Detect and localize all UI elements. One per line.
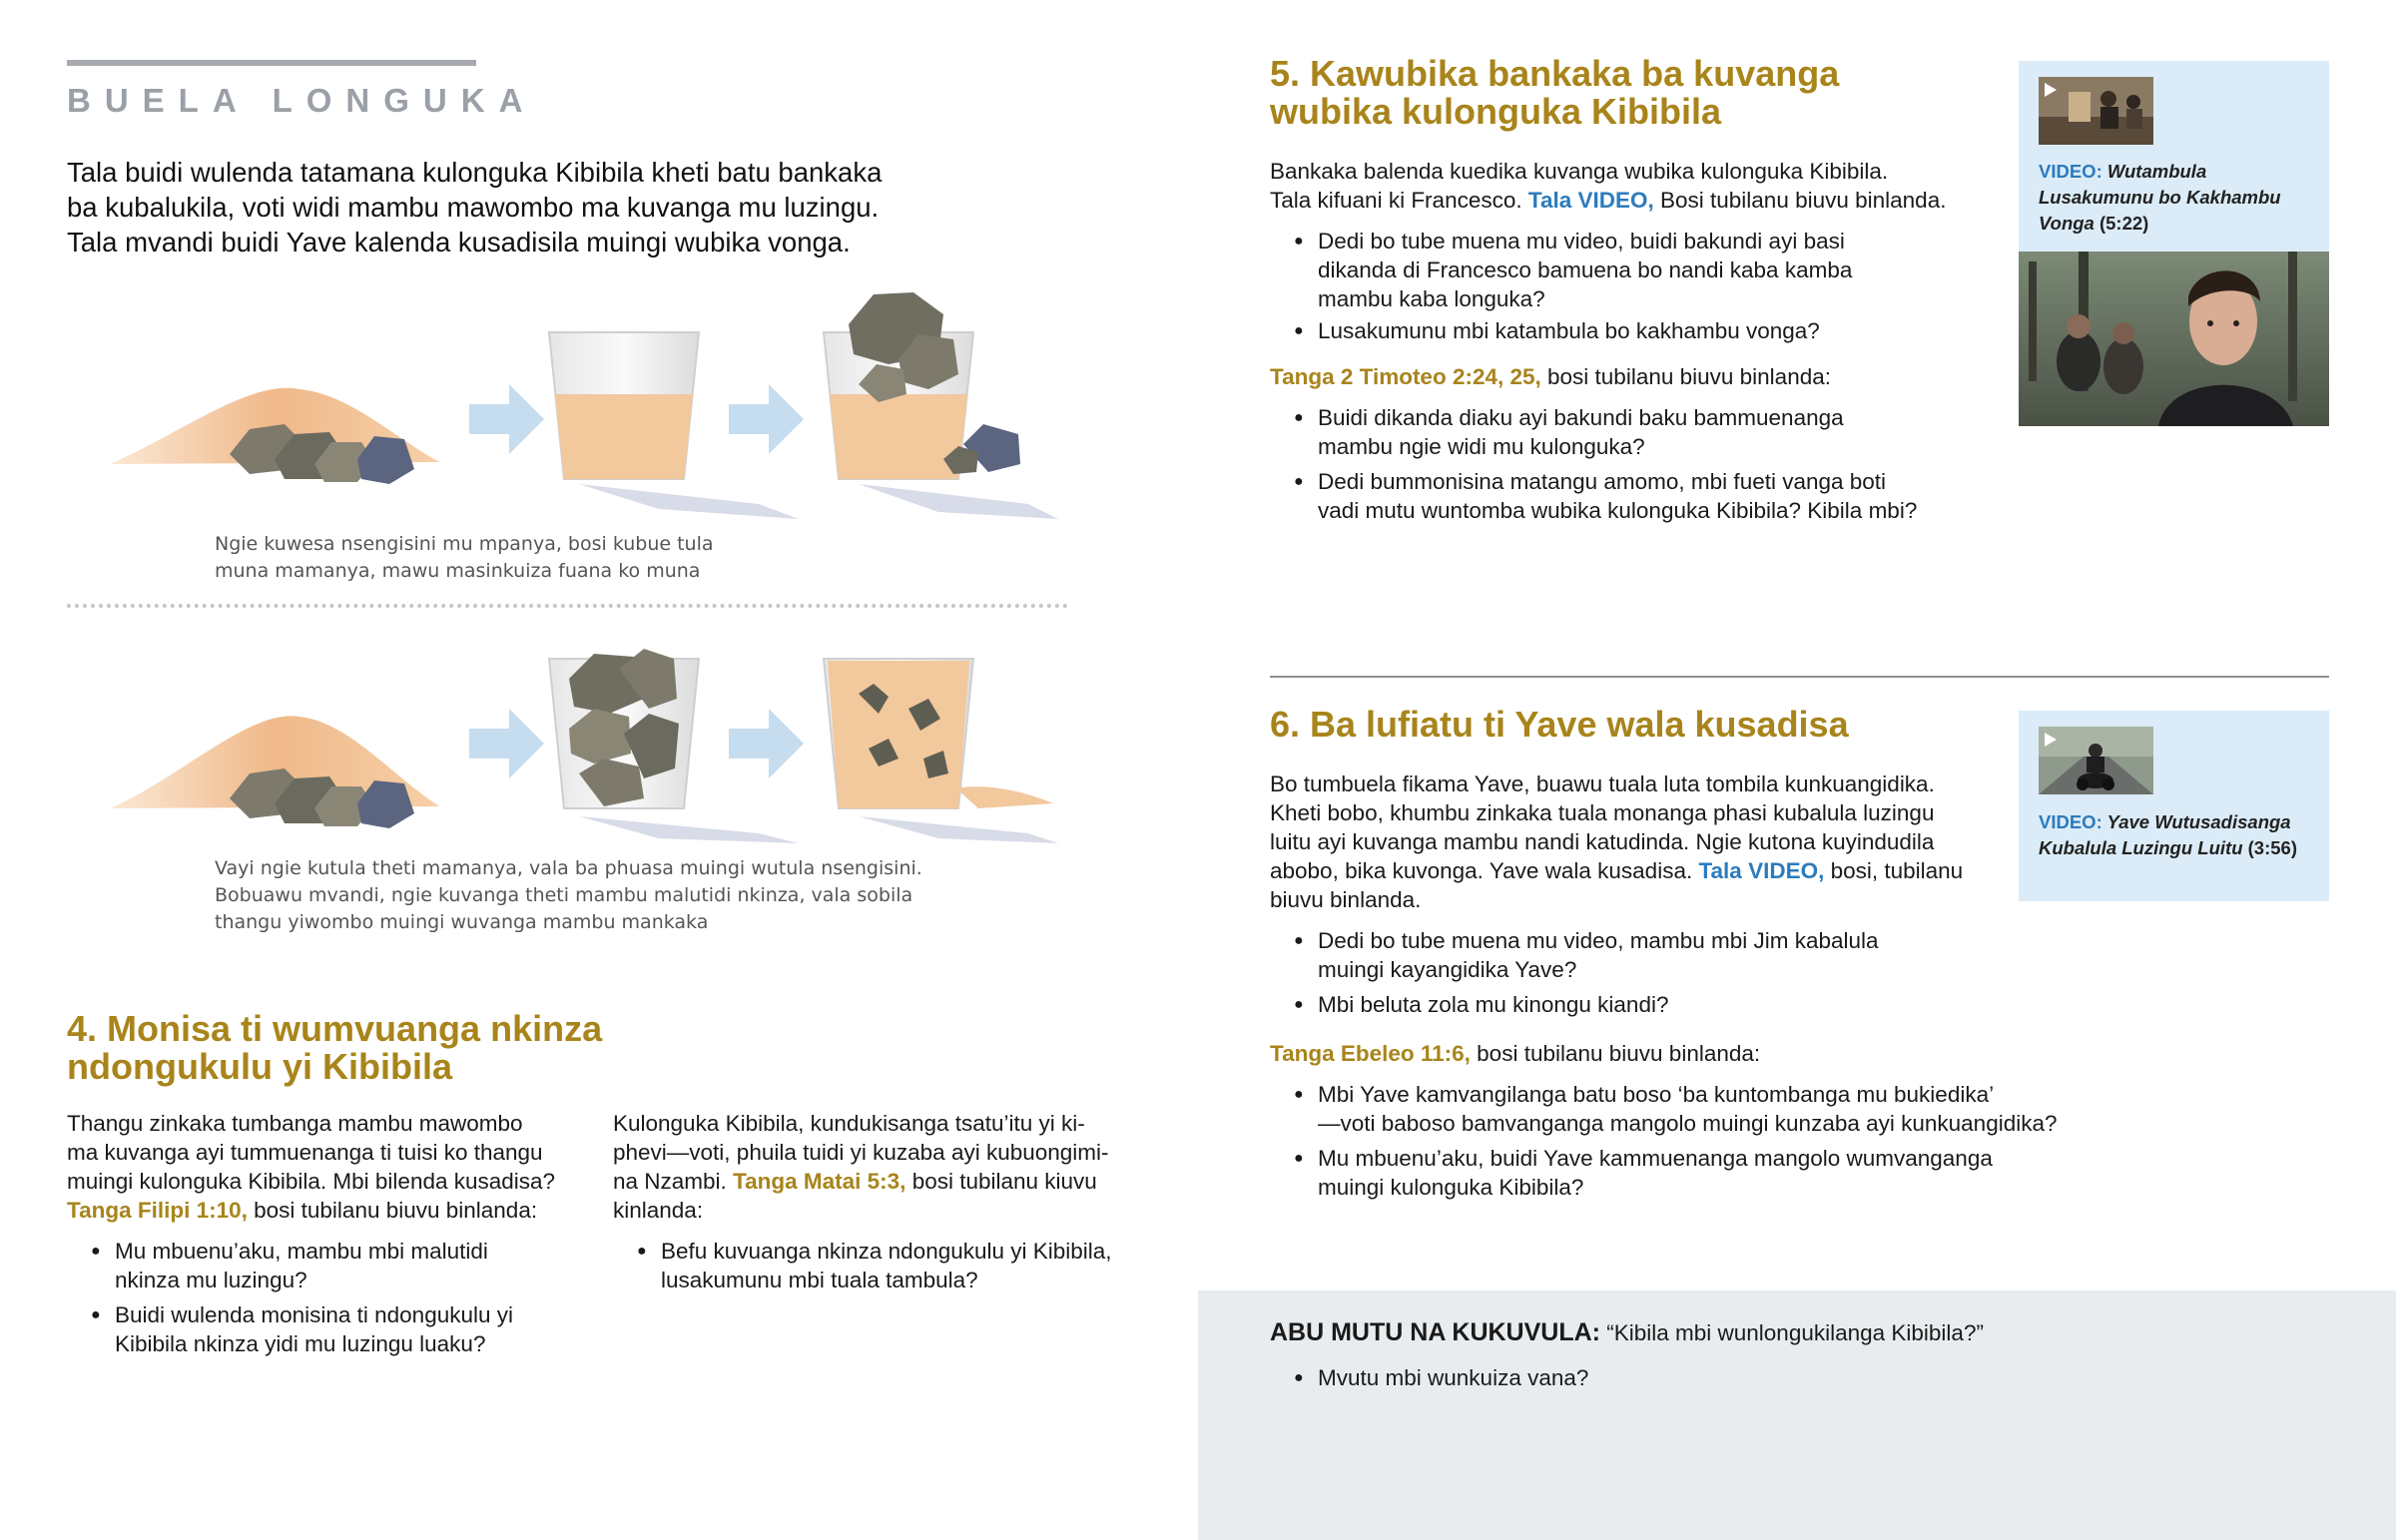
list-item: ● Mu mbuenu’aku, buidi Yave kammuenanga mangolo wumvanganga muingi kulonguka Kibibila? [1270, 1144, 2128, 1202]
section5-bullets-1 [1270, 227, 2009, 345]
section4-col2-bullets [613, 1237, 1132, 1294]
kicker-rule [67, 60, 476, 66]
illustration-rocks-first [100, 639, 1078, 848]
video-thumbnail-small[interactable] [2039, 77, 2153, 145]
section5-title: 5. Kawubika bankaka ba kuvanga wubika kulonguka Kibibila [1270, 53, 1840, 132]
list-item: ● Mvutu mbi wunkuiza vana? [1270, 1363, 1588, 1392]
list-item: ● Dedi bo tube muena mu video, buidi bakundi ayi basi dikanda di Francesco bamuena bo nandi kaba kamba mambu kaba longuka? [1270, 227, 2009, 313]
section4-title: 4. Monisa ti wumvuanga nkinza ndongukulu yi Kibibila [67, 1008, 603, 1087]
caption-first: Ngie kuwesa nsengisini mu mpanya, bosi kubue tula muna mamanya, mawu masinkuiza fuana ko muna [215, 533, 714, 582]
caption-second: Vayi ngie kutula theti mamanya, vala ba phuasa muingi wutula nsengisini. Bobuawu mvandi, ngie kuvanga theti mambu malutidi nkinza, vala sobila thangu yiwombo muingi wuvanga mambu mankaka [215, 857, 922, 933]
section6-bullets-2 [1270, 1080, 2128, 1202]
video-still-francesco [2019, 252, 2329, 426]
intro-paragraph: Tala buidi wulenda tatamana kulonguka Kibibila kheti batu bankaka ba kubalukila, voti widi mambu mawombo ma kuvanga mu luzingu. Tala mvandi buidi Yave kalenda kusadisila muingi wubika vonga. [67, 157, 883, 257]
video-title-francesco[interactable]: VIDEO: Wutambula Lusakumunu bo Kakhambu Vonga (5:22) [2039, 161, 2281, 234]
section4-col1: Thangu zinkaka tumbanga mambu mawombo ma kuvanga ayi tummuenanga ti tuisi ko thangu muingi kulonguka Kibibila. Mbi bilenda kusadisa? Tanga Filipi 1:10, bosi tubilanu biuvu binlanda: ● Mu mbuenu’aku, mambu mbi malutidi nkinza mu luzingu? ● Buidi wulenda monisina ti ndongukulu yi Kibibila nkinza yidi mu luzingu luaku? [67, 1109, 586, 1358]
scripture-ref-ebeleo[interactable]: Tanga Ebeleo 11:6, [1270, 1041, 1471, 1066]
list-item: ● Mbi Yave kamvangilanga batu boso ‘ba kuntombanga mu bukiedika’ —voti baboso bamvanganga mangolo muingi kunzaba ayi kunkuangidika? [1270, 1080, 2128, 1138]
list-item: ● Lusakumunu mbi katambula bo kakhambu vonga? [1270, 316, 2009, 345]
list-item: ● Dedi bo tube muena mu video, mambu mbi Jim kabalula muingi kayangidika Yave? [1270, 926, 2009, 984]
scripture-ref-matai[interactable]: Tanga Matai 5:3, [733, 1169, 906, 1194]
video-link-francesco[interactable]: Tala VIDEO, [1527, 188, 1654, 213]
question-heading: ABU MUTU NA KUKUVULA: [1270, 1318, 1600, 1346]
illustration-sand-first [100, 284, 1078, 524]
video-link-jim[interactable]: Tala VIDEO, [1698, 858, 1825, 883]
section6-body: Bo tumbuela fikama Yave, buawu tuala luta tombila kunkuangidika. Kheti bobo, khumbu zinkaka tuala monanga phasi kubalula luzingu luitu ayi kuvanga mambu nandi katudinda. Ngie kutona kuyindudila abobo, bika kuvonga. Yave wala kusadisa. Tala VIDEO, bosi, tubilanu biuvu binlanda. ● Dedi bo tube muena mu video, mambu mbi Jim kabalula muingi kayangidika Yave? ● Mbi beluta zola mu kinongu kiandi? Tanga Ebeleo 11:6, bosi tubilanu biuvu binlanda: ● Mbi Yave kamvangilanga batu boso ‘ba kuntombanga mu bukiedika’ —voti baboso bamvanganga mangolo muingi kunzaba ayi kunkuangidika? ● Mu mbuenu’aku, buidi Yave kammuenanga mangolo wumvanganga muingi kulonguka Kibibila? [1270, 770, 2009, 1202]
kicker-title: BUELA LONGUKA [67, 82, 537, 119]
list-item: ● Mbi beluta zola mu kinongu kiandi? [1270, 990, 2009, 1019]
question-box [1198, 1290, 2396, 1540]
video-box-francesco[interactable] [2019, 61, 2329, 426]
section6-bullets-1 [1270, 926, 2009, 1019]
list-item: ● Mu mbuenu’aku, mambu mbi malutidi nkinza mu luzingu? [67, 1237, 586, 1294]
video-box-jim[interactable] [2019, 711, 2329, 901]
section6-title: 6. Ba lufiatu ti Yave wala kusadisa [1270, 704, 1849, 745]
section4-col1-bullets [67, 1237, 586, 1358]
scripture-ref-filipi[interactable]: Tanga Filipi 1:10, [67, 1198, 248, 1223]
section5-bullets-2 [1270, 403, 2009, 525]
question-quote: “Kibila mbi wunlongukilanga Kibibila?” [1599, 1320, 1984, 1345]
video-thumbnail-small[interactable] [2039, 727, 2153, 794]
video-title-jim[interactable]: VIDEO: Yave Wutusadisanga Kubalula Luzingu Luitu (3:56) [2039, 811, 2297, 858]
list-item: ● Buidi wulenda monisina ti ndongukulu yi Kibibila nkinza yidi mu luzingu luaku? [67, 1300, 586, 1358]
list-item: ● Dedi bummonisina matangu amomo, mbi fueti vanga boti vadi mutu wuntomba wubika kulonguka Kibibila? Kibila mbi? [1270, 467, 2009, 525]
list-item: ● Buidi dikanda diaku ayi bakundi baku bammuenanga mambu ngie widi mu kulonguka? [1270, 403, 2009, 461]
question-line [1270, 1318, 1984, 1347]
section5-body: Bankaka balenda kuedika kuvanga wubika kulonguka Kibibila. Tala kifuani ki Francesco. Tala VIDEO, Bosi tubilanu biuvu binlanda. ● Dedi bo tube muena mu video, buidi bakundi ayi basi dikanda di Francesco bamuena bo nandi kaba kamba mambu kaba longuka? ● Lusakumunu mbi katambula bo kakhambu vonga? Tanga 2 Timoteo 2:24, 25, bosi tubilanu biuvu binlanda: ● Buidi dikanda diaku ayi bakundi baku bammuenanga mambu ngie widi mu kulonguka? ● Dedi bummonisina matangu amomo, mbi fueti vanga boti vadi mutu wuntomba wubika kulonguka Kibibila? Kibila mbi? [1270, 157, 2009, 525]
question-bullets [1270, 1363, 1588, 1392]
section-divider [1270, 676, 2329, 678]
list-item: ● Befu kuvuanga nkinza ndongukulu yi Kibibila, lusakumunu mbi tuala tambula? [613, 1237, 1132, 1294]
scripture-ref-timoteo[interactable]: Tanga 2 Timoteo 2:24, 25, [1270, 364, 1541, 389]
section4-col2: Kulonguka Kibibila, kundukisanga tsatu’itu yi ki- phevi—voti, phuila tuidi yi kuzaba ayi kubuongimi- na Nzambi. Tanga Matai 5:3, bosi tubilanu kiuvu kinlanda: ● Befu kuvuanga nkinza ndongukulu yi Kibibila, lusakumunu mbi tuala tambula? [613, 1109, 1132, 1294]
dotted-divider [67, 604, 1068, 608]
